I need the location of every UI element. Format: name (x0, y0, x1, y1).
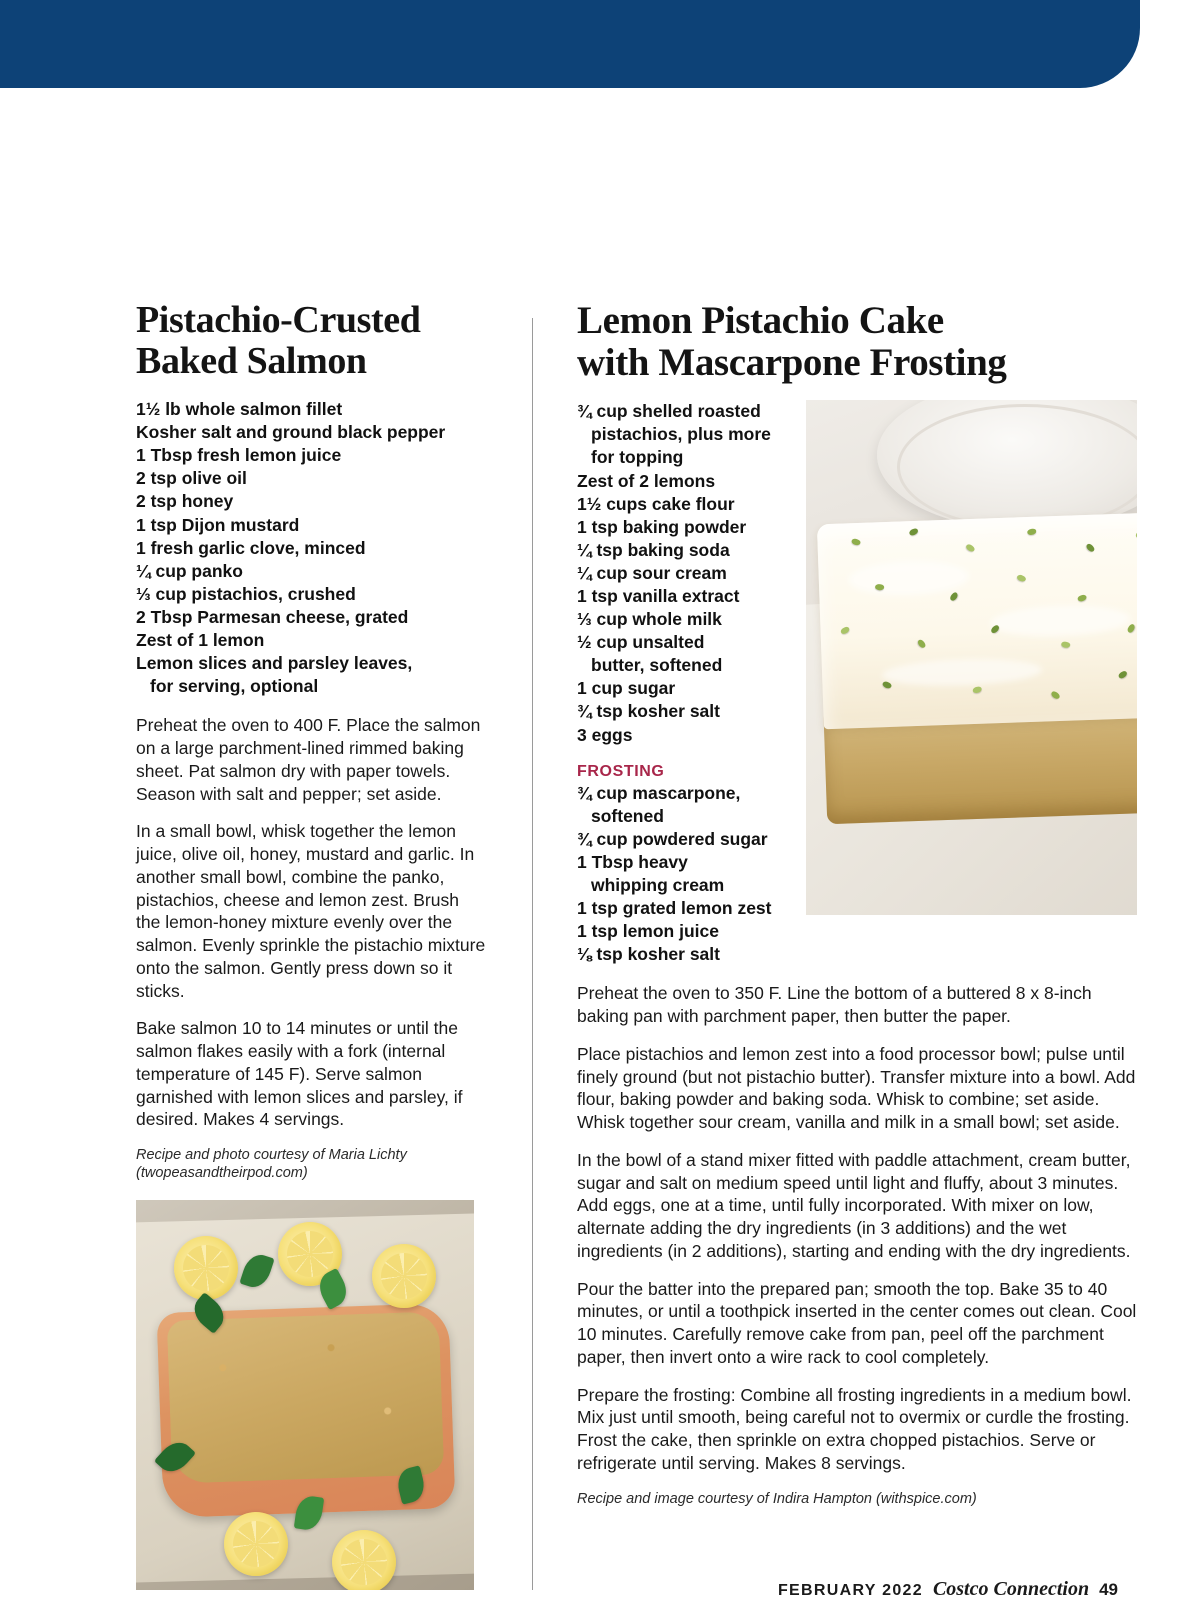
ingredient-text: 2 tsp olive oil (136, 468, 247, 489)
list-item (577, 943, 792, 966)
frosting-swirl (990, 604, 1131, 639)
ingredient-text: ¼ cup sour cream (577, 562, 727, 583)
list-item (136, 583, 488, 606)
instructions-cake (577, 982, 1137, 1474)
ingredient-text: 1 tsp baking powder (577, 516, 747, 537)
ingredients-and-photo-row (577, 400, 1137, 982)
list-item (136, 606, 488, 629)
list-item (136, 490, 488, 513)
ingredient-text-continued: softened (591, 805, 664, 826)
ingredient-text: ⅛ tsp kosher salt (577, 944, 720, 965)
list-item (136, 629, 488, 652)
ingredient-text: 1 tsp vanilla extract (577, 585, 740, 606)
list-item (136, 514, 488, 537)
page-footer (778, 1578, 1118, 1601)
column-divider (532, 318, 533, 1590)
ingredient-text: 1 tsp grated lemon zest (577, 898, 772, 919)
ingredient-text: 2 Tbsp Parmesan cheese, grated (136, 606, 409, 627)
recipe-column-cake (577, 300, 1137, 1508)
list-item (577, 585, 792, 608)
cake-title-line1: Lemon Pistachio Cake (577, 299, 944, 342)
ingredient-text-continued: butter, softened (591, 655, 723, 676)
ingredient-text: Kosher salt and ground black pepper (136, 422, 446, 443)
cake-slab (817, 512, 1137, 824)
recipe-credit-cake: Recipe and image courtesy of Indira Hampton (withspice.com) (577, 1490, 977, 1507)
list-item (136, 444, 488, 467)
page-number: 49 (1099, 1580, 1118, 1599)
ingredient-text: ½ cup unsalted (577, 632, 705, 653)
recipe-credit-salmon (136, 1146, 488, 1182)
ingredient-text: 1 fresh garlic clove, minced (136, 537, 366, 558)
recipe-column-salmon (136, 300, 488, 1590)
page-title-salmon (136, 300, 488, 382)
lemon-slice-icon (174, 1236, 238, 1300)
ingredient-text: 1 tsp Dijon mustard (136, 514, 300, 535)
instruction-paragraph: Bake salmon 10 to 14 minutes or until the salmon flakes easily with a fork (internal temperature of 145 F). Serve salmon garnished with lemon slices and parsley, if desired. Makes 4 servings. (136, 1018, 463, 1130)
list-item (136, 467, 488, 490)
list-item (136, 560, 488, 583)
list-item (577, 828, 792, 851)
cake-photo (806, 400, 1137, 915)
instruction-paragraph: Pour the batter into the prepared pan; smooth the top. Bake 35 to 40 minutes, or until a toothpick inserted in the center comes out clean. Cool 10 minutes. Carefully remove cake from pan, peel off the parchment paper, then invert onto a wire rack to cool completely. (577, 1278, 1137, 1367)
ingredient-text: 1 cup sugar (577, 678, 676, 699)
page-content (0, 300, 1200, 1590)
salmon-title-line2: Baked Salmon (136, 340, 367, 383)
ingredient-text: ¼ tsp baking soda (577, 539, 730, 560)
ingredient-column-cake (577, 400, 792, 982)
list-item (136, 398, 488, 421)
list-item (577, 700, 792, 723)
list-item (577, 400, 792, 469)
ingredient-text: ¾ cup mascarpone, (577, 782, 741, 803)
instruction-paragraph: Preheat the oven to 400 F. Place the salmon on a large parchment-lined rimmed baking sheet. Pat salmon dry with paper towels. Season with salt and pepper; set aside. (136, 715, 481, 804)
issue-date: FEBRUARY 2022 (777, 1582, 923, 1599)
instruction-paragraph: In the bowl of a stand mixer fitted with paddle attachment, cream butter, sugar and salt on medium speed until light and fluffy, about 3 minutes. Add eggs, one at a time, until fully incorporated. With mixer on low, alternate adding the dry ingredients (in 3 additions) and the wet ingredients (in 2 additions), starting and ending with the dry ingredients. (577, 1149, 1131, 1261)
ingredient-text: Zest of 1 lemon (136, 630, 265, 650)
ingredient-text-continued: for serving, optional (150, 676, 319, 697)
ingredient-text: 1 Tbsp fresh lemon juice (136, 445, 342, 466)
list-item (136, 537, 488, 560)
list-item (136, 421, 488, 444)
ingredient-text: Lemon slices and parsley leaves, (136, 653, 413, 674)
list-item (577, 920, 792, 943)
credit-line-1: Recipe and photo courtesy of Maria Lichty (136, 1147, 407, 1164)
list-item (577, 677, 792, 700)
pistachio-crust (167, 1312, 445, 1484)
ingredient-text: 1 tsp lemon juice (577, 921, 719, 942)
frosting-swirl (882, 657, 1043, 689)
list-item (577, 470, 792, 493)
list-item (577, 493, 792, 516)
ingredient-text: ¼ cup panko (136, 560, 243, 581)
ingredient-text: ¾ cup shelled roasted (577, 401, 761, 422)
list-item (577, 539, 792, 562)
lemon-slice-icon (224, 1512, 288, 1576)
magazine-name: Costco Connection (932, 1578, 1090, 1600)
ingredient-text: ⅓ cup whole milk (577, 609, 722, 630)
list-item (577, 562, 792, 585)
lemon-slice-icon (372, 1244, 436, 1308)
ingredient-list-frosting (577, 782, 792, 967)
ingredient-text: 1½ cups cake flour (577, 493, 735, 514)
salmon-photo (136, 1200, 474, 1590)
ingredient-text: Zest of 2 lemons (577, 470, 716, 491)
ingredient-text: 3 eggs (577, 724, 633, 745)
instruction-paragraph: Prepare the frosting: Combine all frosting ingredients in a medium bowl. Mix just until smooth, being careful not to overmix or curdle the frosting. Frost the cake, then sprinkle on extra chopped pistachios. Serve or refrigerate until serving. Makes 8 servings. (577, 1384, 1132, 1473)
ingredient-text: ⅓ cup pistachios, crushed (136, 583, 356, 604)
ingredient-text: ¾ tsp kosher salt (577, 701, 720, 722)
ingredient-list-salmon (136, 398, 488, 698)
credit-line-2: (twopeasandtheirpod.com) (136, 1165, 308, 1182)
ingredient-text: 1 Tbsp heavy (577, 851, 688, 872)
instruction-paragraph: Place pistachios and lemon zest into a food processor bowl; pulse until finely ground (but not pistachio butter). Transfer mixture into a bowl. Add flour, baking powder and baking soda. Whisk to combine; set aside. Whisk together sour cream, vanilla and milk in a small bowl; set aside. (577, 1043, 1136, 1133)
ingredient-text: 1½ lb whole salmon fillet (136, 399, 343, 420)
list-item (577, 631, 792, 677)
ingredient-text-continued-2: for topping (591, 447, 684, 468)
ingredient-text-continued: pistachios, plus more (591, 424, 771, 445)
ingredient-list-cake (577, 400, 792, 746)
list-item (577, 608, 792, 631)
list-item (577, 724, 792, 747)
list-item (577, 782, 792, 828)
frosting-section-heading: FROSTING (577, 762, 665, 780)
two-column-layout (0, 300, 1200, 1590)
instructions-salmon (136, 714, 488, 1131)
list-item (577, 851, 792, 897)
page-title-cake (577, 300, 1137, 384)
cake-title-line2: with Mascarpone Frosting (577, 341, 1007, 385)
frosting-swirl (848, 559, 969, 597)
ingredient-text-continued: whipping cream (591, 875, 725, 895)
salmon-title-line1: Pistachio-Crusted (136, 299, 421, 341)
ingredient-text: 2 tsp honey (136, 491, 234, 512)
instruction-paragraph: Preheat the oven to 350 F. Line the bottom of a buttered 8 x 8-inch baking pan with parchment paper, then butter the paper. (577, 983, 1092, 1027)
ingredient-text: ¾ cup powdered sugar (577, 828, 768, 849)
top-banner (0, 0, 1140, 88)
list-item (136, 652, 488, 698)
instruction-paragraph: In a small bowl, whisk together the lemon juice, olive oil, honey, mustard and garlic. In another small bowl, combine the panko, pistachios, cheese and lemon zest. Brush the lemon-honey mixture evenly over the salmon. Evenly sprinkle the pistachio mixture onto the salmon. Gently press down so it sticks. (136, 821, 486, 1001)
list-item (577, 897, 792, 920)
lemon-slice-icon (332, 1530, 396, 1590)
list-item (577, 516, 792, 539)
